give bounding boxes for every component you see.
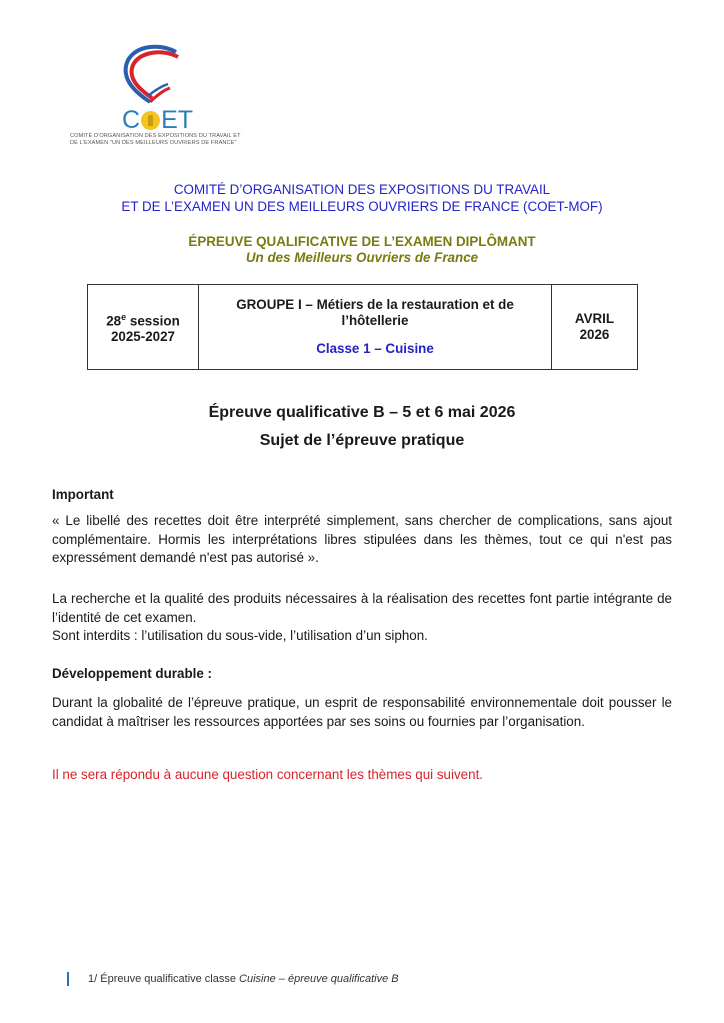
important-heading: Important bbox=[52, 487, 114, 502]
wordmark-et: ET bbox=[161, 106, 194, 134]
exam-subtitle: Un des Meilleurs Ouvriers de France bbox=[245, 250, 479, 265]
logo-caption bbox=[70, 133, 241, 147]
classe-label: Classe 1 – Cuisine bbox=[316, 341, 434, 356]
session-cell bbox=[88, 285, 199, 370]
warning-text: Il ne sera répondu à aucune question concernant les thèmes qui suivent. bbox=[52, 767, 484, 782]
group-line2: l’hôtellerie bbox=[341, 313, 409, 328]
logo-caption-line1: COMITÉ D'ORGANISATION DES EXPOSITIONS DU TRAVAIL ET bbox=[70, 133, 241, 139]
products-paragraph: La recherche et la qualité des produits nécessaires à la réalisation des recettes font partie intégrante de l’identité de cet examen. bbox=[52, 591, 672, 625]
page-title: Épreuve qualificative B – 5 et 6 mai 2026 bbox=[208, 404, 516, 421]
footer-text: Épreuve qualificative classe bbox=[100, 973, 240, 985]
logo-caption-line2: DE L'EXAMEN "UN DES MEILLEURS OUVRIERS DE FRANCE" bbox=[70, 140, 237, 146]
group-cell bbox=[199, 285, 552, 370]
org-line1: COMITÉ D’ORGANISATION DES EXPOSITIONS DU TRAVAIL bbox=[173, 182, 551, 197]
page-number: 1/ bbox=[88, 973, 98, 985]
coet-logo bbox=[66, 44, 246, 156]
important-quote: « Le libellé des recettes doit être interprété simplement, sans chercher de complications, sans ajout complémentaire. Hormis les interprétations libres stipulées dans les thèmes, tout ce qui n'est pas expressément demandé n'est pas autorisé ». bbox=[52, 513, 672, 565]
session-label: 28e session bbox=[106, 311, 180, 329]
wordmark-c: C bbox=[122, 106, 141, 134]
page-subtitle: Sujet de l’épreuve pratique bbox=[259, 432, 465, 449]
coet-wordmark bbox=[122, 106, 193, 135]
month: AVRIL bbox=[574, 311, 615, 326]
sustainability-heading: Développement durable : bbox=[52, 666, 212, 681]
page-footer bbox=[67, 972, 399, 986]
date-cell bbox=[552, 285, 638, 370]
tricolor-c-icon bbox=[118, 44, 188, 108]
footer-text-italic: Cuisine – épreuve qualificative B bbox=[239, 973, 399, 985]
group-line1: GROUPE I – Métiers de la restauration et de bbox=[236, 297, 514, 312]
mof-medal-icon bbox=[141, 111, 160, 130]
footer-bar bbox=[67, 972, 69, 986]
forbidden-paragraph: Sont interdits : l’utilisation du sous-vide, l’utilisation d’un siphon. bbox=[52, 628, 428, 643]
exam-title: ÉPREUVE QUALIFICATIVE DE L’EXAMEN DIPLÔMANT bbox=[188, 234, 536, 249]
session-info-table bbox=[87, 284, 638, 370]
year: 2026 bbox=[579, 327, 610, 342]
session-years: 2025-2027 bbox=[110, 329, 176, 345]
org-line2: ET DE L’EXAMEN UN DES MEILLEURS OUVRIERS DE FRANCE (COET-MOF) bbox=[121, 199, 603, 214]
sustainability-paragraph: Durant la globalité de l’épreuve pratique, un esprit de responsabilité environnementale doit pousser le candidat à maîtriser les ressources apportées par ses soins ou fournies par l’organisation. bbox=[52, 695, 672, 729]
organization-name bbox=[0, 181, 724, 215]
